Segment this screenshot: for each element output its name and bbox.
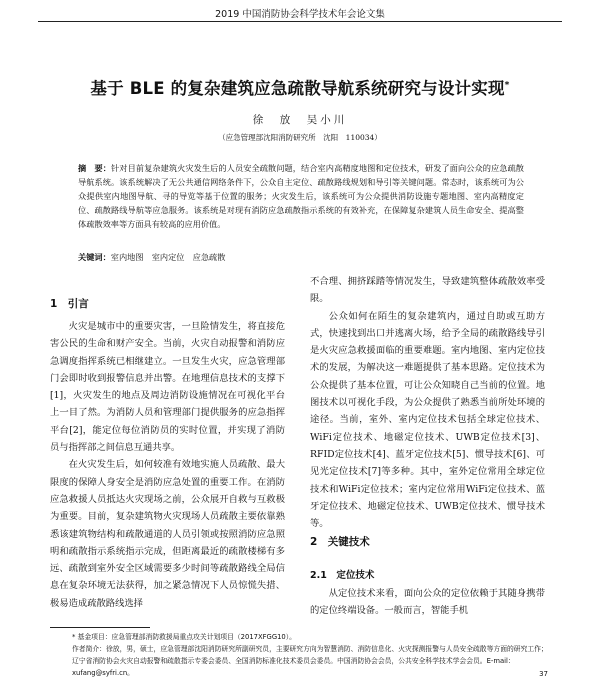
footnote-author: 作者简介：徐放，男，硕士，应急管理部沈阳消防研究所副研究员，主要研究方向为智慧消防、消防信息化、火灾探测报警与人员安全疏散等方面的研究工作；辽宁省消防协会火灾自动报警和疏散指示专委会委员、全国消防标准化技术委员会委员。中国消防协会会员，公共安全科学技术学会会员。E-mail：xufang@syfri.cn。 [72,645,548,677]
body-paragraph: 从定位技术来看，面向公众的定位依赖于其随身携带的定位终端设备。一般而言，智能手机 [310,588,545,617]
footnotes [72,631,550,679]
page-number: 37 [539,670,548,678]
authors: 徐 放 吴小川 [252,114,348,126]
title-footnote-mark: * [504,80,510,91]
keywords-text: 室内地图 室内定位 应急疏散 [110,252,226,262]
abstract [78,161,524,231]
affiliation: （应急管理部沈阳消防研究所 沈阳 110034） [218,133,382,142]
keywords-label: 关键词： [78,252,111,262]
running-head: 2019 中国消防协会科学技术年会论文集 [215,9,385,20]
abstract-text: 针对目前复杂建筑火灾发生后的人员安全疏散问题，结合室内高精度地图和定位技术，研发了面向公众的应急疏散导航系统。该系统解决了无公共通信网络条件下，公众自主定位、疏散路线规划和导引等关键问题。常态时，该系统可为公众提供室内地图导航、寻的导览等基于位置的服务；火灾发生后，该系统可为公众提供消防设施专题地图、室内高精度定位、疏散路线导航等应急服务。该系统是对现有消防应急疏散指示系统的有效补充，在保障复杂建筑人员生命安全、提高整体疏散效率等方面具有较高的应用价值。 [78,163,524,229]
footnote-rule [50,627,150,628]
subsection-2-1-heading: 2.1 定位技术 [310,570,375,581]
right-column [310,273,545,532]
body-paragraph: 火灾是城市中的重要灾害，一旦险情发生，将直接危害公民的生命和财产安全。当前，火灾自动报警和消防应急调度指挥系统已相继建立。一旦发生火灾，应急管理部门会即时收到报警信息并出警。在地理信息技术的支撑下[1]，火灾发生的地点及周边消防设施情况在可视化平台上一目了然。为消防人员和管理部门提供服务的应急指挥平台[2]，能定位每位消防员的实时位置，并实现了消防员与指挥部之间信息互通共享。 [50,321,285,454]
header-rule [38,21,562,22]
paper-title [20,75,580,99]
section-2-heading: 2 关键技术 [310,536,370,548]
body-paragraph: 在火灾发生后，如何较准有效地实施人员疏散、最大限度的保障人身安全是消防应急处置的重要工作。在消防应急救援人员抵达火灾现场之前，公众展开自救与互救极为重要。目前，复杂建筑物火灾现场人员疏散主要依靠熟悉该建筑物结构和疏散通道的人员引领或按照消防应急照明和疏散指示系统指示完成，但距离最近的疏散楼梯有多远、疏散到室外安全区域需要多少时间等疏散路线全局信息在复杂环境无法获得，加之紧急情况下人员惊慌失措、极易造成疏散路线选择 [50,459,285,609]
body-paragraph: 公众如何在陌生的复杂建筑内，通过自助或互助方式，快速找到出口并逃离火场，给予全局的疏散路线导引是火灾应急救援面临的重要难题。室内地图、室内定位技术的发展，为解决这一难题提供了基本思路。定位技术为公众提供了基本位置，可让公众知晓自己当前的位置。地图技术以可视化手段，为公众提供了熟悉当前所处环境的途径。当前，室外、室内定位技术包括全球定位技术、WiFi定位技术、地磁定位技术、UWB定位技术[3]、RFID定位技术[4]、蓝牙定位技术[5]、惯导技术[6]、可见光定位技术[7]等多种。其中，室外定位常用全球定位技术和WiFi定位技术；室内定位常用WiFi定位技术、蓝牙定位技术、地磁定位技术、UWB定位技术、惯导技术等。 [310,310,545,530]
body-paragraph: 不合理、拥挤踩踏等情况发生，导致建筑整体疏散效率受限。 [310,276,545,305]
footnote-funding: * 基金项目：应急管理部消防救援局重点攻关计划项目（2017XFGG10）。 [72,633,296,641]
left-column [50,318,285,612]
section-1-heading: 1 引言 [50,298,89,310]
keywords [78,252,524,263]
abstract-label: 摘 要： [78,163,112,173]
right-column-end [310,585,545,620]
title-text: 基于 BLE 的复杂建筑应急疏散导航系统研究与设计实现 [90,79,505,98]
